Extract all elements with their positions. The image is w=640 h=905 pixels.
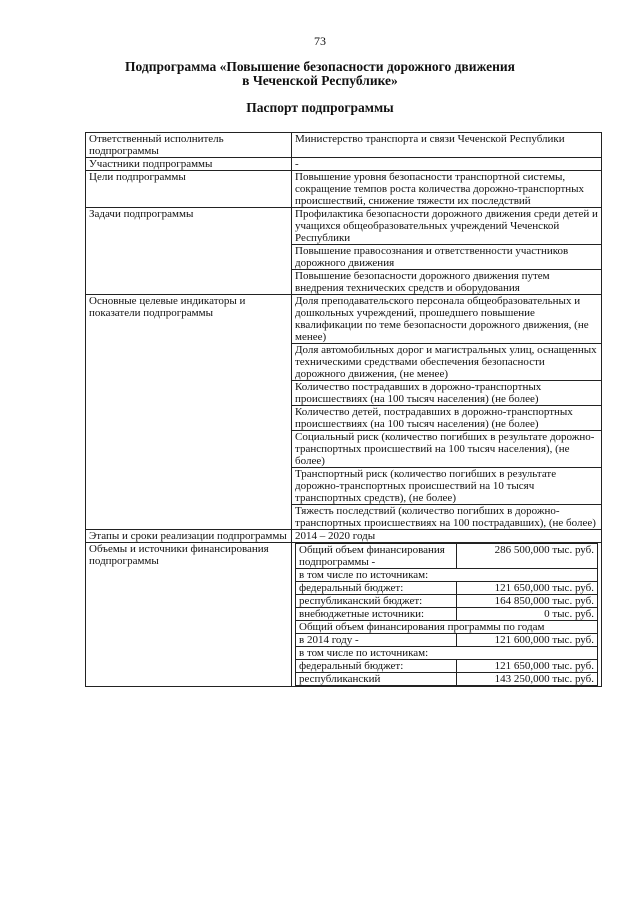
row-indicators <box>86 295 602 344</box>
y2014-republic-label: республиканский <box>296 673 457 686</box>
row-goals <box>86 171 602 208</box>
y2014-label: в 2014 году - <box>296 634 457 647</box>
goals-value: Повышение уровня безопасности транспортной системы, сокращение темпов роста количества дорожно-транспортных происшествий, снижение тяжести их последствий <box>292 171 602 208</box>
indicators-label: Основные целевые индикаторы и показатели подпрограммы <box>86 295 292 530</box>
by-years-label: Общий объем финансирования программы по годам <box>296 621 598 634</box>
extra-label: внебюджетные источники: <box>296 608 457 621</box>
indicator-item: Количество пострадавших в дорожно-транспортных происшествиях (на 100 тысяч населения) (не более) <box>292 381 602 406</box>
row-participants <box>86 158 602 171</box>
indicator-item: Тяжесть последствий (количество погибших в дорожно-транспортных происшествиях на 100 пострадавших), (не более) <box>292 505 602 530</box>
sources-label: в том числе по источникам: <box>296 569 598 582</box>
republic-label: республиканский бюджет: <box>296 595 457 608</box>
y2014-republic-value: 143 250,000 тыс. руб. <box>457 673 598 686</box>
row-executor <box>86 133 602 158</box>
y2014-value: 121 600,000 тыс. руб. <box>457 634 598 647</box>
page-number: 73 <box>314 34 326 48</box>
extra-value: 0 тыс. руб. <box>457 608 598 621</box>
title-line-1: Подпрограмма «Повышение безопасности дорожного движения <box>125 59 515 74</box>
tasks-label: Задачи подпрограммы <box>86 208 292 295</box>
document-title <box>60 60 580 88</box>
stages-value: 2014 – 2020 годы <box>292 530 602 543</box>
financing-details <box>292 543 602 687</box>
goals-label: Цели подпрограммы <box>86 171 292 208</box>
task-item: Повышение безопасности дорожного движения путем внедрения технических средств и оборудования <box>292 270 602 295</box>
title-line-2: в Чеченской Республике» <box>242 73 398 88</box>
indicator-item: Социальный риск (количество погибших в результате дорожно-транспортных происшествий на 100 тысяч населения), (не более) <box>292 431 602 468</box>
y2014-federal-value: 121 650,000 тыс. руб. <box>457 660 598 673</box>
federal-value: 121 650,000 тыс. руб. <box>457 582 598 595</box>
indicator-item: Доля преподавательского персонала общеобразовательных и дошкольных учреждений, прошедшего повышение квалификации по теме безопасности дорожного движения, (не менее) <box>292 295 602 344</box>
indicator-item: Транспортный риск (количество погибших в результате дорожно-транспортных происшествий на 10 тысяч транспортных средств), (не более) <box>292 468 602 505</box>
financing-label: Объемы и источники финансирования подпрограммы <box>86 543 292 687</box>
indicator-item: Количество детей, пострадавших в дорожно-транспортных происшествиях (на 100 тысяч населения) (не более) <box>292 406 602 431</box>
task-item: Профилактика безопасности дорожного движения среди детей и учащихся общеобразовательных учреждений Чеченской Республики <box>292 208 602 245</box>
federal-label: федеральный бюджет: <box>296 582 457 595</box>
y2014-federal-label: федеральный бюджет: <box>296 660 457 673</box>
stages-label: Этапы и сроки реализации подпрограммы <box>86 530 292 543</box>
financing-table <box>295 543 598 686</box>
row-financing <box>86 543 602 687</box>
executor-value: Министерство транспорта и связи Чеченской Республики <box>292 133 602 158</box>
participants-label: Участники подпрограммы <box>86 158 292 171</box>
total-value: 286 500,000 тыс. руб. <box>457 544 598 569</box>
republic-value: 164 850,000 тыс. руб. <box>457 595 598 608</box>
y2014-sources-label: в том числе по источникам: <box>296 647 598 660</box>
passport-table <box>85 132 602 687</box>
passport-heading: Паспорт подпрограммы <box>246 100 394 115</box>
row-stages <box>86 530 602 543</box>
total-label: Общий объем финансирования подпрограммы - <box>296 544 457 569</box>
executor-label: Ответственный исполнитель подпрограммы <box>86 133 292 158</box>
participants-value: - <box>292 158 602 171</box>
row-tasks <box>86 208 602 245</box>
indicator-item: Доля автомобильных дорог и магистральных улиц, оснащенных техническими средствами обеспечения безопасности дорожного движения, (не менее) <box>292 344 602 381</box>
task-item: Повышение правосознания и ответственности участников дорожного движения <box>292 245 602 270</box>
